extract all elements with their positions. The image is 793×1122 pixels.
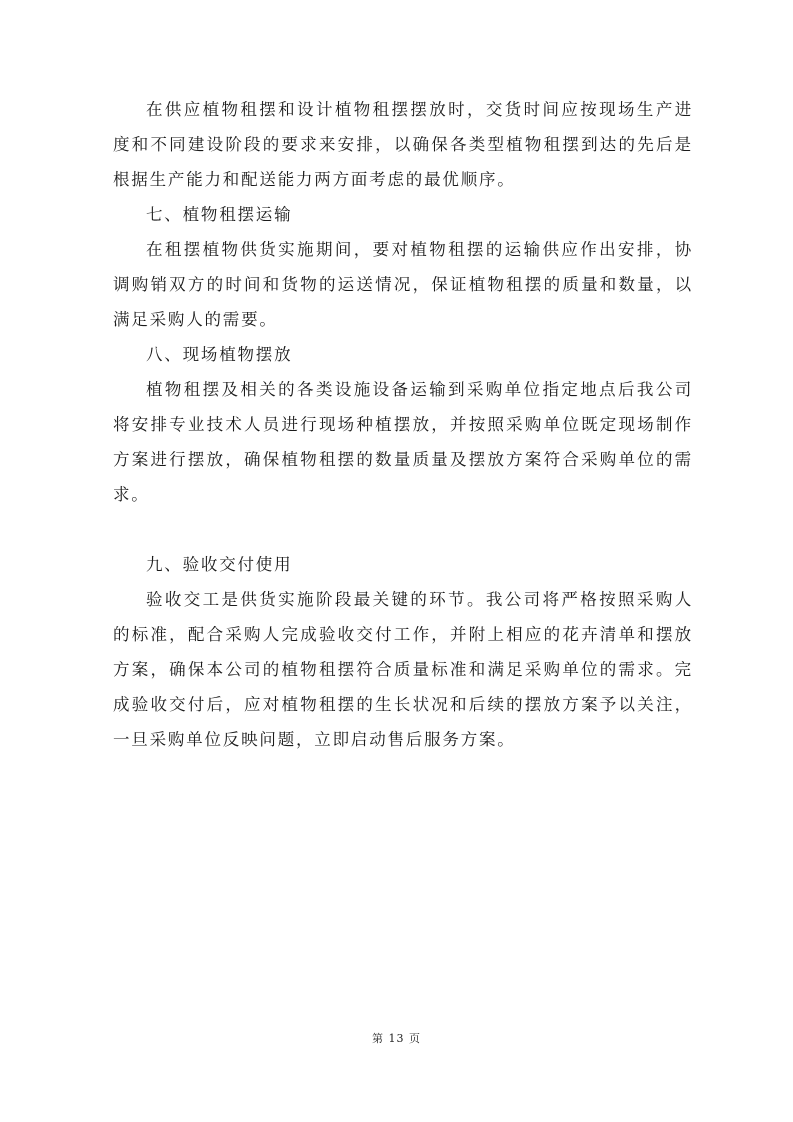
paragraph-delivery-schedule: 在供应植物租摆和设计植物租摆摆放时，交货时间应按现场生产进度和不同建设阶段的要求来安排，以确保各类型植物租摆到达的先后是根据生产能力和配送能力两方面考虑的最优顺序。: [113, 100, 693, 189]
paragraph-placement: 植物租摆及相关的各类设施设备运输到采购单位指定地点后我公司将安排专业技术人员进行现场种植摆放，并按照采购单位既定现场制作方案进行摆放，确保植物租摆的数量质量及摆放方案符合采购单位的需求。: [113, 380, 693, 504]
document-body: [113, 92, 693, 757]
page-number: 第 13 页: [372, 1032, 421, 1045]
paragraph-acceptance: 验收交工是供货实施阶段最关键的环节。我公司将严格按照采购人的标准，配合采购人完成验收交付工作，并附上相应的花卉清单和摆放方案，确保本公司的植物租摆符合质量标准和满足采购单位的需求。完成验收交付后，应对植物租摆的生长状况和后续的摆放方案予以关注，一旦采购单位反映问题，立即启动售后服务方案。: [113, 590, 693, 749]
section-heading-acceptance: 九、验收交付使用: [146, 555, 293, 574]
blank-line: [113, 512, 693, 547]
paragraph-transport: 在租摆植物供货实施期间，要对植物租摆的运输供应作出安排，协调购销双方的时间和货物的运送情况，保证植物租摆的质量和数量，以满足采购人的需要。: [113, 240, 693, 329]
section-heading-transport: 七、植物租摆运输: [146, 205, 293, 224]
section-heading-placement: 八、现场植物摆放: [146, 345, 293, 364]
